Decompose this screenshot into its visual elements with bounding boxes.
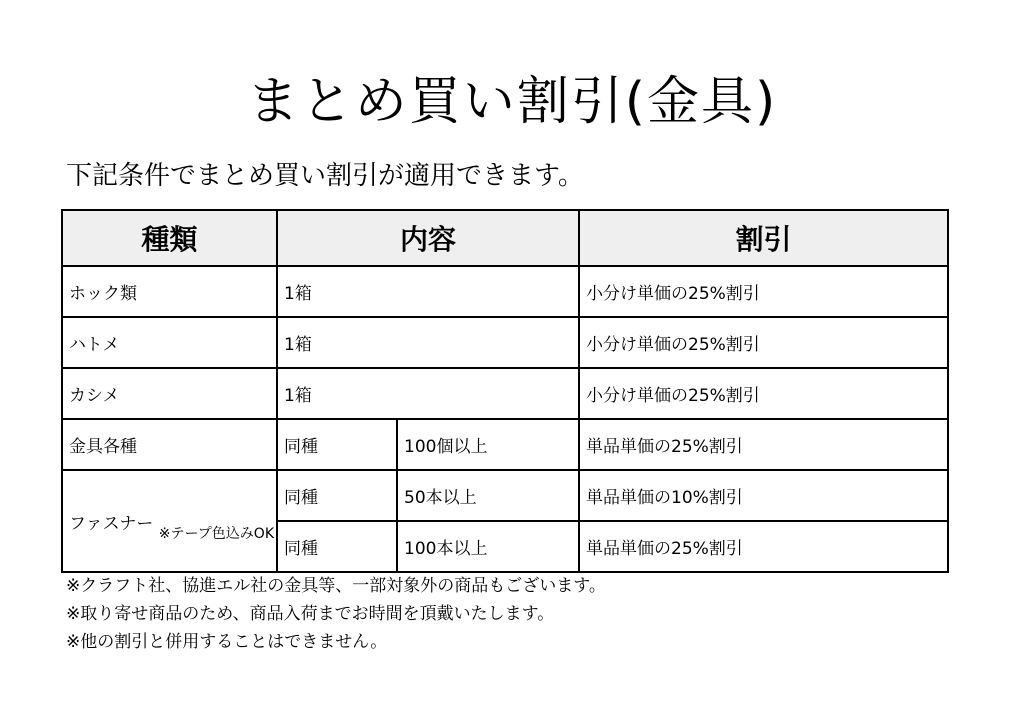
cell-kind: 同種	[277, 521, 397, 572]
cell-content: 1箱	[277, 368, 579, 419]
cell-type-zipper	[62, 470, 277, 572]
discount-table	[61, 209, 949, 573]
table-row	[62, 317, 948, 368]
cell-type: ホック類	[62, 266, 277, 317]
note-item: ※クラフト社、協進エル社の金具等、一部対象外の商品もございます。	[66, 576, 606, 596]
cell-type: 金具各種	[62, 419, 277, 470]
table-row	[62, 419, 948, 470]
cell-discount: 小分け単価の25%割引	[579, 368, 948, 419]
cell-type: カシメ	[62, 368, 277, 419]
table-row	[62, 470, 948, 521]
page-title: まとめ買い割引(金具)	[246, 72, 778, 132]
table-row	[62, 368, 948, 419]
zipper-type-label: ファスナー	[69, 513, 154, 534]
cell-quantity: 100本以上	[397, 521, 579, 572]
header-discount: 割引	[579, 210, 948, 266]
page-subtitle: 下記条件でまとめ買い割引が適用できます。	[66, 161, 584, 191]
cell-content: 1箱	[277, 317, 579, 368]
cell-quantity: 50本以上	[397, 470, 579, 521]
cell-discount: 小分け単価の25%割引	[579, 317, 948, 368]
note-item: ※他の割引と併用することはできません。	[66, 632, 388, 652]
cell-type: ハトメ	[62, 317, 277, 368]
note-item: ※取り寄せ商品のため、商品入荷までお時間を頂戴いたします。	[66, 604, 555, 624]
cell-kind: 同種	[277, 419, 397, 470]
table-header-row	[62, 210, 948, 266]
cell-content: 1箱	[277, 266, 579, 317]
table-row	[62, 266, 948, 317]
notes-list	[66, 572, 606, 656]
header-content: 内容	[277, 210, 579, 266]
cell-discount: 単品単価の10%割引	[579, 470, 948, 521]
cell-quantity: 100個以上	[397, 419, 579, 470]
cell-discount: 単品単価の25%割引	[579, 521, 948, 572]
cell-kind: 同種	[277, 470, 397, 521]
cell-discount: 小分け単価の25%割引	[579, 266, 948, 317]
cell-discount: 単品単価の25%割引	[579, 419, 948, 470]
header-type: 種類	[62, 210, 277, 266]
zipper-note: ※テープ色込みOK	[158, 526, 274, 542]
